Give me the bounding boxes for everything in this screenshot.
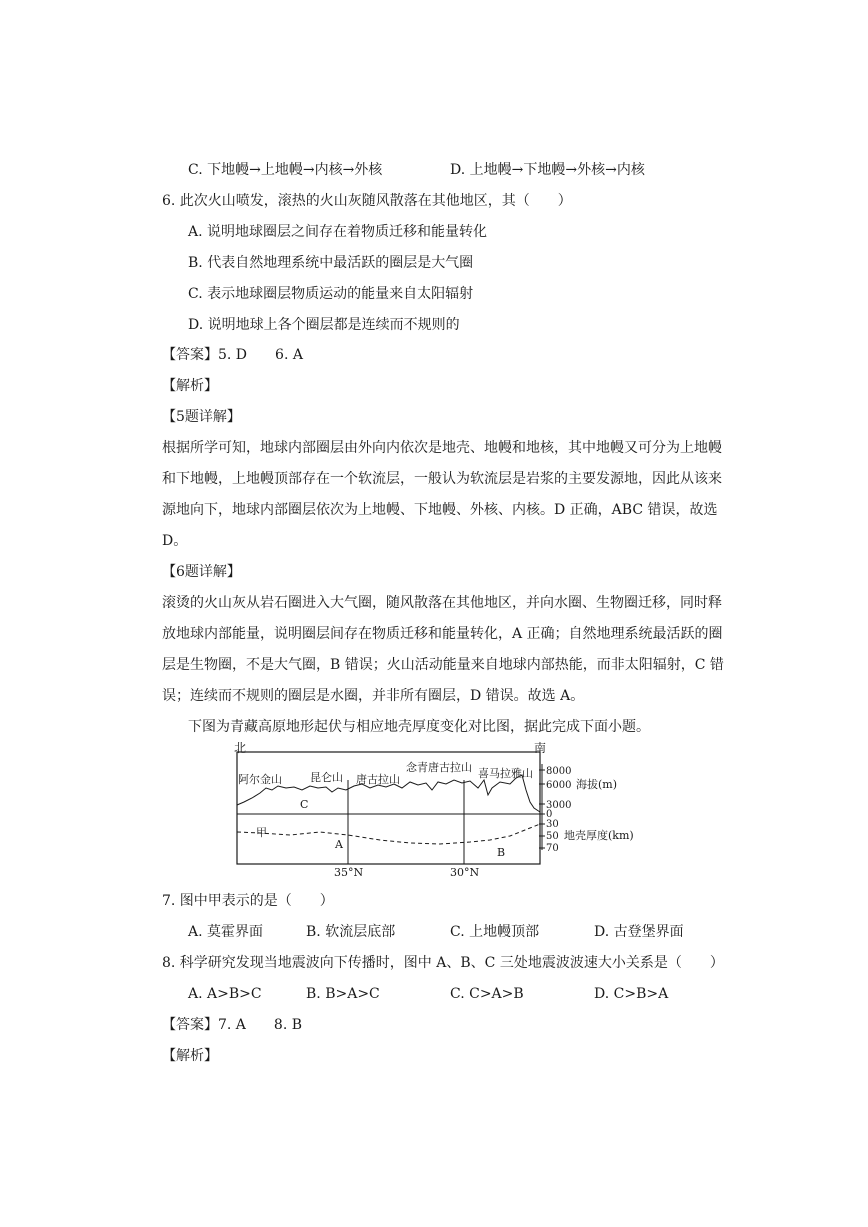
mountain-label: 唐古拉山 bbox=[356, 773, 400, 786]
south-label: 南 bbox=[534, 741, 547, 755]
q5-option-c: C. 下地幔→上地幔→内核→外核 bbox=[188, 162, 383, 178]
label-jia: 甲 bbox=[256, 826, 267, 839]
altitude-tick: 6000 bbox=[546, 780, 572, 791]
detail-5-title: 【5题详解】 bbox=[162, 409, 241, 425]
lat-30-label: 30°N bbox=[450, 866, 480, 879]
q5-option-d: D. 上地幔→下地幔→外核→内核 bbox=[450, 162, 645, 178]
label-b: B bbox=[497, 846, 506, 859]
q8-option-a: A. A>B>C bbox=[188, 986, 262, 1002]
mountain-label: 阿尔金山 bbox=[238, 773, 282, 786]
north-label: 北 bbox=[234, 741, 247, 755]
mountain-label: 喜马拉雅山 bbox=[478, 767, 533, 780]
analysis-heading: 【解析】 bbox=[162, 378, 218, 394]
q6-option-a: A. 说明地球圈层之间存在着物质迁移和能量转化 bbox=[188, 224, 488, 240]
answer-5-6: 【答案】5. D 6. A bbox=[162, 347, 303, 363]
detail-5-line: 源地向下，地球内部圈层依次为上地幔、下地幔、外核、内核。D 正确，ABC 错误，故选 bbox=[162, 502, 718, 518]
lat-35-label: 35°N bbox=[334, 866, 364, 879]
detail-6-line: 误；连续而不规则的圈层是水圈，并非所有圈层，D 错误。故选 A。 bbox=[162, 688, 585, 704]
q7-option-d: D. 古登堡界面 bbox=[594, 924, 684, 940]
mountain-label: 昆仑山 bbox=[310, 771, 343, 784]
q6-option-b: B. 代表自然地理系统中最活跃的圈层是大气圈 bbox=[188, 255, 474, 271]
altitude-tick: 8000 bbox=[546, 766, 572, 777]
detail-6-line: 层是生物圈，不是大气圈，B 错误；火山活动能量来自地球内部热能，而非太阳辐射，C 错 bbox=[162, 657, 724, 673]
q7-option-c: C. 上地幔顶部 bbox=[450, 924, 540, 940]
q8-stem: 8. 科学研究发现当地震波向下传播时，图中 A、B、C 三处地震波波速大小关系是（ ） bbox=[162, 955, 724, 971]
label-c: C bbox=[300, 798, 309, 811]
q6-option-d: D. 说明地球上各个圈层都是连续而不规则的 bbox=[188, 317, 460, 333]
altitude-tick: 0 bbox=[546, 809, 553, 820]
thickness-tick: 70 bbox=[546, 843, 559, 854]
altitude-tick: 3000 bbox=[546, 800, 572, 811]
q7-stem: 7. 图中甲表示的是（ ） bbox=[162, 893, 334, 909]
q8-option-d: D. C>B>A bbox=[594, 986, 669, 1002]
q8-option-c: C. C>A>B bbox=[450, 986, 524, 1002]
q8-option-b: B. B>A>C bbox=[306, 986, 380, 1002]
q7-option-b: B. 软流层底部 bbox=[306, 924, 396, 940]
detail-5-line: 根据所学可知，地球内部圈层由外向内依次是地壳、地幔和地核，其中地幔又可分为上地幔 bbox=[162, 440, 722, 456]
q6-stem: 6. 此次火山喷发，滚热的火山灰随风散落在其他地区，其（ ） bbox=[162, 193, 572, 209]
mountain-label: 念青唐古拉山 bbox=[406, 761, 472, 774]
thickness-axis-label: 地壳厚度(km) bbox=[564, 829, 634, 842]
moho-boundary bbox=[237, 824, 540, 844]
q6-option-c: C. 表示地球圈层物质运动的能量来自太阳辐射 bbox=[188, 286, 474, 302]
detail-6-line: 放地球内部能量，说明圈层间存在物质迁移和能量转化，A 正确；自然地理系统最活跃的圈 bbox=[162, 626, 723, 642]
answer-7-8: 【答案】7. A 8. B bbox=[162, 1017, 303, 1033]
detail-5-line: 和下地幔，上地幔顶部存在一个软流层，一般认为软流层是岩浆的主要发源地，因此从该来 bbox=[162, 471, 722, 487]
thickness-tick: 50 bbox=[546, 831, 559, 842]
figure-intro: 下图为青藏高原地形起伏与相应地壳厚度变化对比图，据此完成下面小题。 bbox=[188, 719, 650, 735]
thickness-tick: 30 bbox=[546, 819, 559, 830]
detail-5-line: D。 bbox=[162, 533, 188, 549]
analysis-heading: 【解析】 bbox=[162, 1048, 218, 1064]
tibet-profile-figure bbox=[220, 740, 660, 880]
detail-6-line: 滚烫的火山灰从岩石圈进入大气圈，随风散落在其他地区，并向水圈、生物圈迁移，同时释 bbox=[162, 595, 722, 611]
q7-option-a: A. 莫霍界面 bbox=[188, 924, 264, 940]
detail-6-title: 【6题详解】 bbox=[162, 564, 241, 580]
altitude-axis-label: 海拔(m) bbox=[576, 778, 618, 791]
label-a: A bbox=[335, 838, 343, 851]
